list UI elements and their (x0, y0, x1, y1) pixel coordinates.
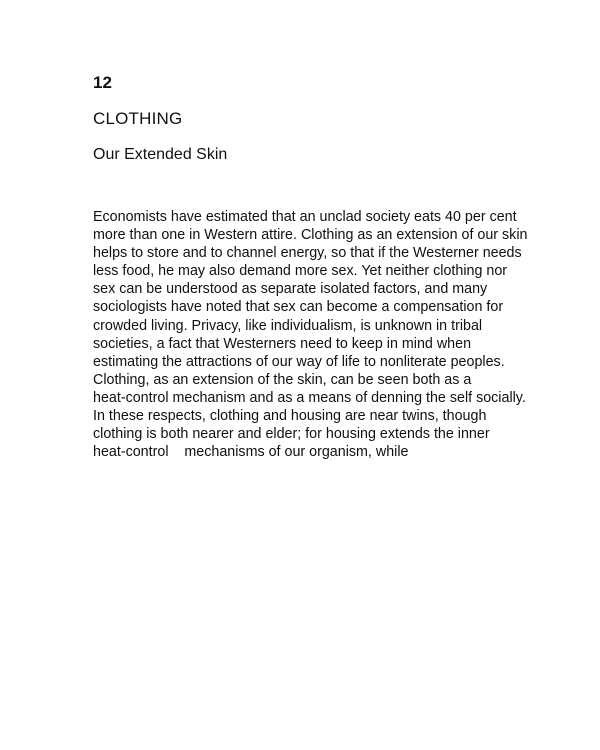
text-line: more than one in Western attire. Clothing as an extension of our skin (93, 227, 528, 244)
text-line: Economists have estimated that an unclad society eats 40 per cent (93, 209, 517, 225)
text-line: heat-control mechanism and as a means of denning the self socially. (93, 389, 526, 406)
text-line: crowded living. Privacy, like individualism, is unknown in tribal (93, 317, 483, 334)
text-line: sex can be understood as separate isolated factors, and many (93, 281, 488, 298)
text-line: estimating the attractions of our way of life to nonliterate peoples. (93, 353, 505, 370)
chapter-title: CLOTHING (93, 109, 183, 128)
text-line: helps to store and to channel energy, so that if the Westerner needs (93, 245, 522, 262)
text-line: heat-control mechanisms of our organism, while (93, 444, 409, 461)
body-paragraph (93, 208, 527, 461)
text-line: societies, a fact that Westerners need to keep in mind when (93, 335, 472, 352)
chapter-number: 12 (93, 73, 112, 92)
text-line: Clothing, as an extension of the skin, can be seen both as a (93, 371, 472, 388)
chapter-subtitle: Our Extended Skin (93, 146, 228, 163)
text-line: sociologists have noted that sex can become a compensation for (93, 299, 504, 316)
text-line: In these respects, clothing and housing are near twins, though (93, 408, 487, 425)
text-line: clothing is both nearer and elder; for housing extends the inner (93, 426, 490, 443)
text-line: less food, he may also demand more sex. Yet neither clothing nor (93, 263, 508, 280)
